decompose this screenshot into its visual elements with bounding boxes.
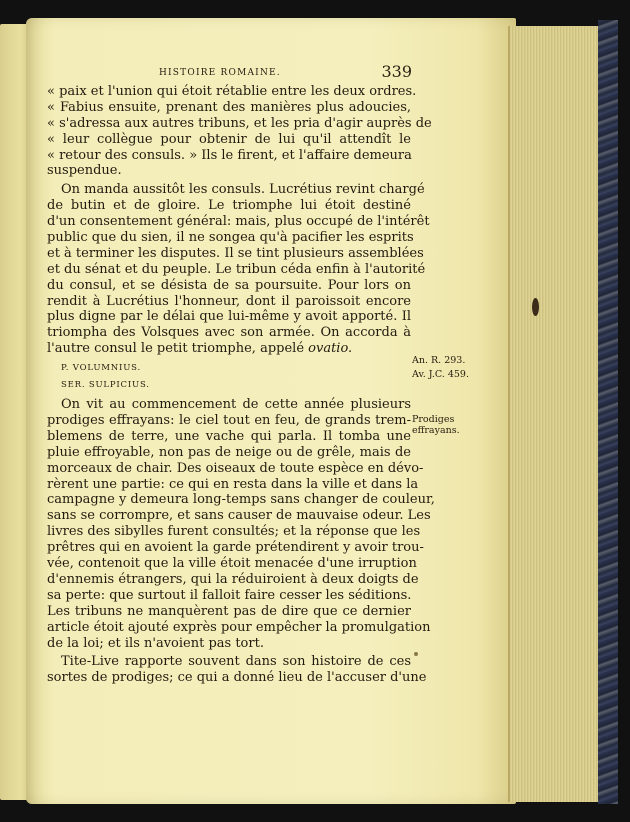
margin-date-bc: Av. J.C. 459.: [412, 369, 469, 380]
text-line: rendit à Lucrétius l'honneur, dont il paroissoit encore: [47, 293, 411, 309]
ink-spot: [532, 298, 539, 316]
consul-name: P. VOLUMNIUS.: [61, 363, 141, 374]
marbled-cover: [598, 20, 618, 804]
text-line: prêtres qui en avoient la garde prétendirent y avoir trou-: [47, 540, 424, 556]
text-line: « retour des consuls. » Ils le firent, et l'affaire demeura: [47, 147, 412, 163]
page-stack-edge: [508, 26, 606, 802]
text-line: prodiges effrayans: le ciel tout en feu, de grands trem-: [47, 413, 411, 429]
text-line: morceaux de chair. Des oiseaux de toute espèce en dévo-: [47, 460, 424, 476]
running-title: HISTOIRE ROMAINE.: [159, 68, 281, 78]
paragraph-prodigies: [47, 397, 435, 651]
page-header: [47, 62, 411, 82]
text-line: public que du sien, il ne songea qu'à pacifier les esprits: [47, 230, 414, 246]
text-line: « s'adressa aux autres tribuns, et les pria d'agir auprès de: [47, 115, 432, 131]
margin-note: Prodiges effrayans.: [412, 414, 460, 436]
text-line: vée, contenoit que la ville étoit menacée d'une irruption: [47, 556, 417, 572]
text-line: rèrent une partie: ce qui en resta dans la ville et dans la: [47, 476, 419, 492]
margin-date-rome: An. R. 293.: [412, 355, 466, 366]
text-line: On manda aussitôt les consuls. Lucrétius revint chargé: [61, 182, 425, 198]
paragraph-tite-live: [47, 654, 427, 686]
text-line: de butin et de gloire. Le triomphe lui étoit destiné: [47, 198, 411, 214]
text-line: On vit au commencement de cette année plusieurs: [61, 397, 411, 413]
text-line: du consul, et se désista de sa poursuite. Pour lors on: [47, 277, 411, 293]
text-line: et à terminer les disputes. Il se tint plusieurs assemblées: [47, 245, 424, 261]
paragraph-consuls-return: [47, 182, 430, 341]
text-line: « leur collègue pour obtenir de lui qu'il attendît le: [47, 131, 411, 147]
text-line: livres des sibylles furent consultés; et la réponse que les: [47, 524, 421, 540]
text-line: triompha des Volsques avec son armée. On accorda à: [47, 325, 411, 341]
paragraph-quote: [47, 84, 432, 179]
text-line: Les tribuns ne manquèrent pas de dire que ce dernier: [47, 603, 411, 619]
page-number: 339: [381, 62, 412, 81]
text-line: et du sénat et du peuple. Le tribun céda enfin à l'autorité: [47, 261, 426, 277]
page-body: [47, 84, 435, 686]
text-line: de la loi; et ils n'avoient pas tort.: [47, 635, 264, 651]
text-line: pluie effroyable, non pas de neige ou de grêle, mais de: [47, 444, 411, 460]
text-line: « Fabius ensuite, prenant des manières plus adoucies,: [47, 99, 411, 115]
text-line: « paix et l'union qui étoit rétablie entre les deux ordres.: [47, 84, 417, 99]
ovatio-word: ovatio.: [308, 341, 353, 357]
text-line: d'ennemis étrangers, qui la réduiroient à deux doigts de: [47, 571, 419, 587]
text-line: d'un consentement général: mais, plus occupé de l'intérêt: [47, 214, 430, 230]
consul-name: SER. SULPICIUS.: [61, 380, 150, 391]
paper-speck: [414, 652, 418, 656]
text-line: Tite-Live rapporte souvent dans son histoire de ces: [61, 654, 411, 670]
text-line: campagne y demeura long-temps sans changer de couleur,: [47, 492, 435, 508]
text-line: suspendue.: [47, 163, 122, 179]
text-line: plus digne par le délai que lui-même y avoit apporté. Il: [47, 309, 411, 325]
margin-dates: [412, 354, 492, 382]
text-line: sortes de prodiges; ce qui a donné lieu de l'accuser d'une: [47, 670, 427, 686]
text-line: article étoit ajouté exprès pour empêcher la promulgation: [47, 619, 431, 635]
text-line: blemens de terre, une vache qui parla. Il tomba une: [47, 428, 411, 444]
text-line-ovatio: l'autre consul le petit triomphe, appelé ovatio.: [47, 341, 353, 357]
text-line: sans se corrompre, et sans causer de mauvaise odeur. Les: [47, 508, 431, 524]
text-line: sa perte: que surtout il falloit faire cesser les séditions.: [47, 587, 412, 603]
